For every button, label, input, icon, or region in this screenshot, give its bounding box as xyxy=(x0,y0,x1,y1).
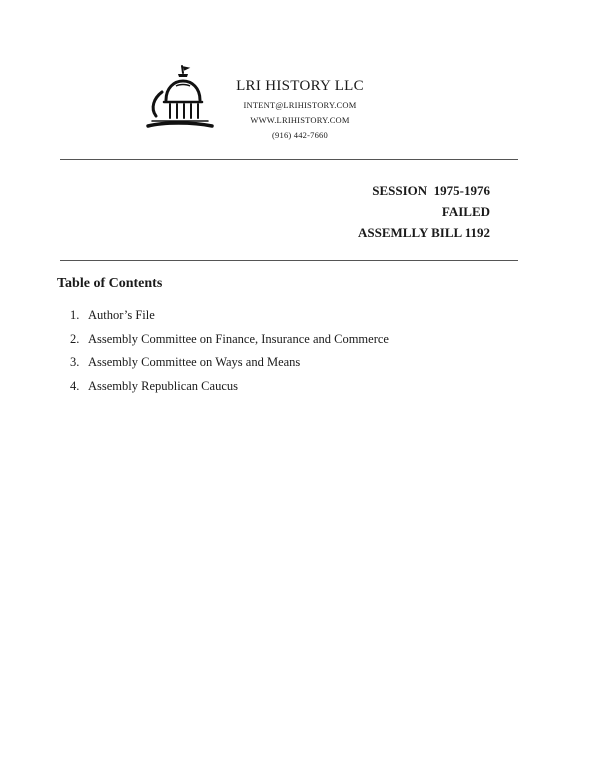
company-email: INTENT@LRIHISTORY.COM xyxy=(243,100,357,110)
company-phone: (916) 442-7660 xyxy=(272,130,328,140)
toc-item xyxy=(70,331,389,355)
bill-number: ASSEMLLY BILL 1192 xyxy=(358,225,490,240)
toc-item-label: Assembly Committee on Ways and Means xyxy=(88,355,301,369)
toc-title: Table of Contents xyxy=(57,276,163,291)
toc-item xyxy=(70,354,389,378)
header-divider xyxy=(60,159,518,160)
toc-item-label: Assembly Republican Caucus xyxy=(88,378,238,393)
toc-item xyxy=(70,307,389,331)
toc-item-label: Author’s File xyxy=(88,308,155,322)
bill-status: FAILED xyxy=(441,204,490,219)
toc-item-number: 2. xyxy=(70,331,80,346)
toc-item-number: 1. xyxy=(70,308,80,322)
toc-list xyxy=(70,307,389,401)
toc-item-number: 3. xyxy=(70,355,80,369)
bill-info xyxy=(358,180,490,243)
company-name: LRI HISTORY LLC xyxy=(236,78,364,94)
toc-item-number: 4. xyxy=(70,378,80,393)
toc-item-label: Assembly Committee on Finance, Insurance and Commerce xyxy=(88,331,389,346)
toc-item xyxy=(70,378,389,402)
section-divider xyxy=(60,260,518,261)
company-website: WWW.LRIHISTORY.COM xyxy=(250,115,350,125)
session-label: SESSION 1975-1976 xyxy=(372,183,490,198)
